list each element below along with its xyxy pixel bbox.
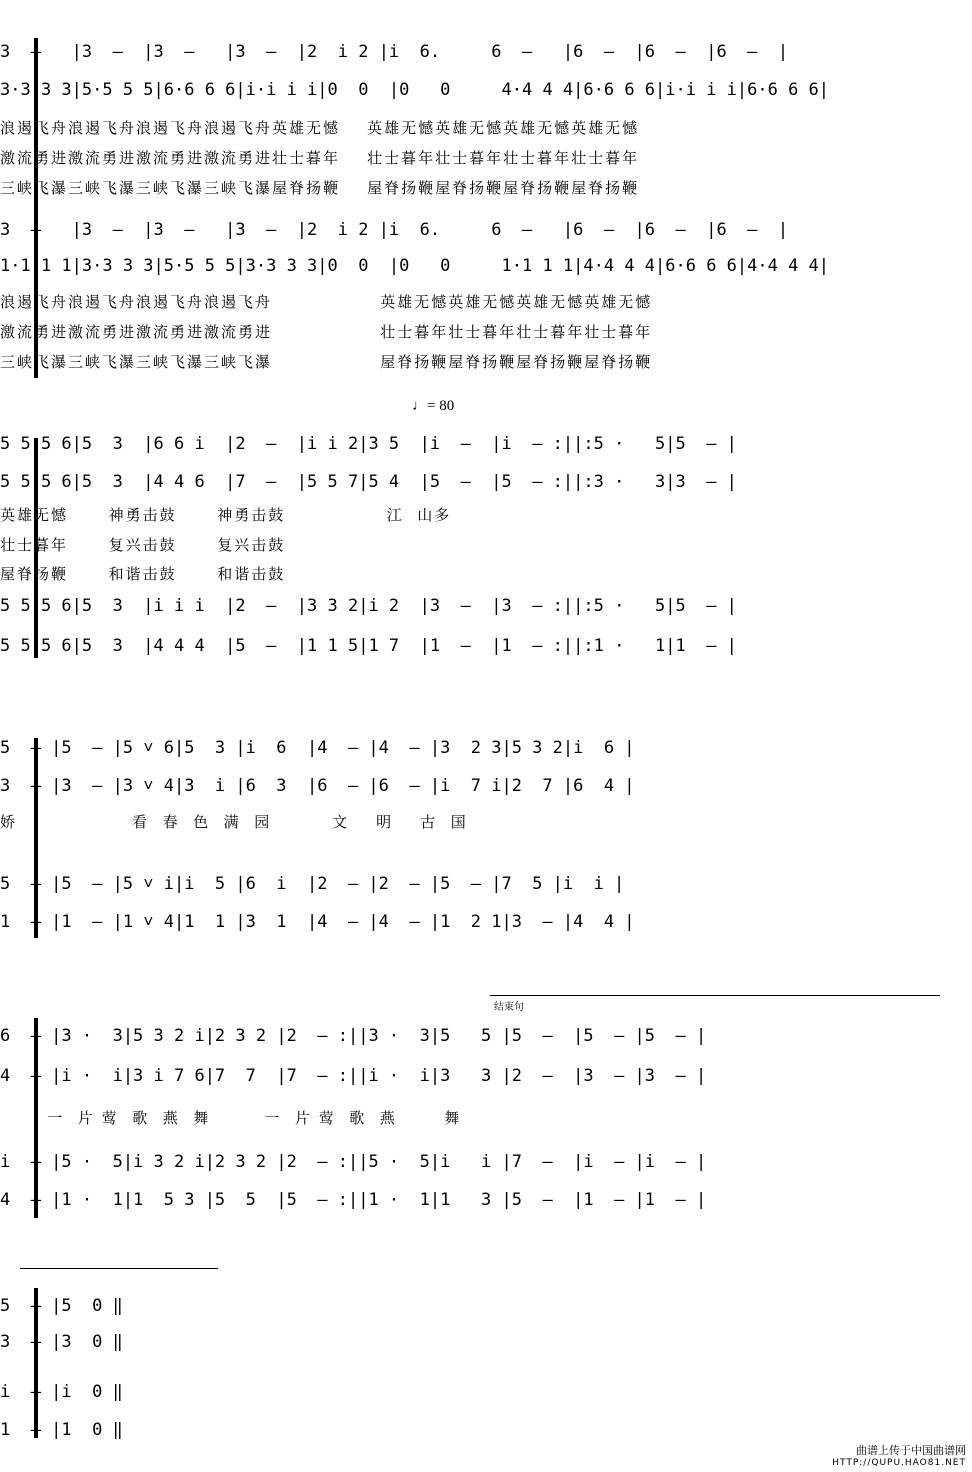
tempo-marking: ♩= 80 — [412, 398, 455, 414]
s5-voice2: 3 — |3 0 ‖ — [0, 1332, 123, 1352]
final-section-line — [20, 1268, 218, 1269]
s1-lyric4: 浪遏飞舟浪遏飞舟浪遏飞舟浪遏飞舟 英雄无憾英雄无憾英雄无憾英雄无憾 — [0, 293, 653, 311]
s5-voice3: i — |i 0 ‖ — [0, 1382, 123, 1402]
s1-voice3: 3 — |3 — |3 — |3 — |2 i 2 |i 6. 6 — |6 — |6 — |6 — | — [0, 220, 789, 240]
ending-phrase-label: 结束句 — [494, 1002, 524, 1013]
s3-voice3: 5 — |5 — |5 ˅ i|i 5 |6 i |2 — |2 — |5 — |7 5 |i i | — [0, 874, 625, 894]
s5-voice1: 5 — |5 0 ‖ — [0, 1296, 123, 1316]
s2-voice1: 5 5 5 6|5 3 |6 6 i |2 — |i i 2|3 5 |i — |i — :||:5 · 5|5 — | — [0, 434, 737, 454]
s1-lyric1: 浪遏飞舟浪遏飞舟浪遏飞舟浪遏飞舟英雄无憾 英雄无憾英雄无憾英雄无憾英雄无憾 — [0, 119, 640, 137]
s1-lyric2: 激流勇进激流勇进激流勇进激流勇进壮士暮年 壮士暮年壮士暮年壮士暮年壮士暮年 — [0, 149, 640, 167]
s1-voice1: 3 — |3 — |3 — |3 — |2 i 2 |i 6. 6 — |6 — |6 — |6 — | — [0, 42, 789, 62]
end-section-line — [490, 995, 940, 996]
s2-lyric2: 壮士暮年 复兴击鼓 复兴击鼓 — [0, 536, 286, 554]
s2-voice4: 5 5 5 6|5 3 |4 4 4 |5 — |1 1 5|1 7 |1 — |1 — :||:1 · 1|1 — | — [0, 636, 737, 656]
watermark-url: HTTP://QUPU.HAO81.NET — [832, 1458, 966, 1468]
s4-voice4: 4 — |1 · 1|1 5 3 |5 5 |5 — :||1 · 1|1 3 |5 — |1 — |1 — | — [0, 1190, 707, 1210]
s4-voice3: i — |5 · 5|i 3 2 i|2 3 2 |2 — :||5 · 5|i i |7 — |i — |i — | — [0, 1152, 707, 1172]
s1-voice2: 3·3 3 3|5·5 5 5|6·6 6 6|i·i i i|0 0 |0 0 4·4 4 4|6·6 6 6|i·i i i|6·6 6 6| — [0, 80, 830, 100]
s1-lyric5: 激流勇进激流勇进激流勇进激流勇进 壮士暮年壮士暮年壮士暮年壮士暮年 — [0, 323, 653, 341]
s3-voice2: 3 — |3 — |3 ˅ 4|3 i |6 3 |6 — |6 — |i 7 i|2 7 |6 4 | — [0, 776, 635, 796]
watermark-text: 曲谱上传于中国曲谱网 — [856, 1444, 966, 1457]
s1-lyric6: 三峡飞瀑三峡飞瀑三峡飞瀑三峡飞瀑 屋脊扬鞭屋脊扬鞭屋脊扬鞭屋脊扬鞭 — [0, 353, 653, 371]
s4-lyric1: 一 片 莺 歌 燕 舞 一 片 莺 歌 燕 舞 — [0, 1109, 462, 1127]
watermark — [832, 1442, 966, 1468]
s2-voice2: 5 5 5 6|5 3 |4 4 6 |7 — |5 5 7|5 4 |5 — |5 — :||:3 · 3|3 — | — [0, 472, 737, 492]
s4-voice1: 6 — |3 · 3|5 3 2 i|2 3 2 |2 — :||3 · 3|5 5 |5 — |5 — |5 — | — [0, 1026, 707, 1046]
s3-voice1: 5 — |5 — |5 ˅ 6|5 3 |i 6 |4 — |4 — |3 2 3|5 3 2|i 6 | — [0, 738, 635, 758]
s3-voice4: 1 — |1 — |1 ˅ 4|1 1 |3 1 |4 — |4 — |1 2 1|3 — |4 4 | — [0, 912, 635, 932]
s2-voice3: 5 5 5 6|5 3 |i i i |2 — |3 3 2|i 2 |3 — |3 — :||:5 · 5|5 — | — [0, 596, 737, 616]
s4-voice2: 4 — |i · i|3 i 7 6|7 7 |7 — :||i · i|3 3 |2 — |3 — |3 — | — [0, 1066, 707, 1086]
s1-lyric3: 三峡飞瀑三峡飞瀑三峡飞瀑三峡飞瀑屋脊扬鞭 屋脊扬鞭屋脊扬鞭屋脊扬鞭屋脊扬鞭 — [0, 179, 640, 197]
s2-lyric1: 英雄无憾 神勇击鼓 神勇击鼓 江 山多 — [0, 506, 452, 524]
system3-brace — [34, 738, 38, 938]
s1-voice4: 1·1 1 1|3·3 3 3|5·5 5 5|3·3 3 3|0 0 |0 0 1·1 1 1|4·4 4 4|6·6 6 6|4·4 4 4| — [0, 256, 830, 276]
s5-voice4: 1 — |1 0 ‖ — [0, 1420, 123, 1440]
s3-lyric1: 娇 看 春 色 满 园 文 明 古 国 — [0, 813, 468, 831]
s2-lyric3: 屋脊扬鞭 和谐击鼓 和谐击鼓 — [0, 565, 286, 583]
